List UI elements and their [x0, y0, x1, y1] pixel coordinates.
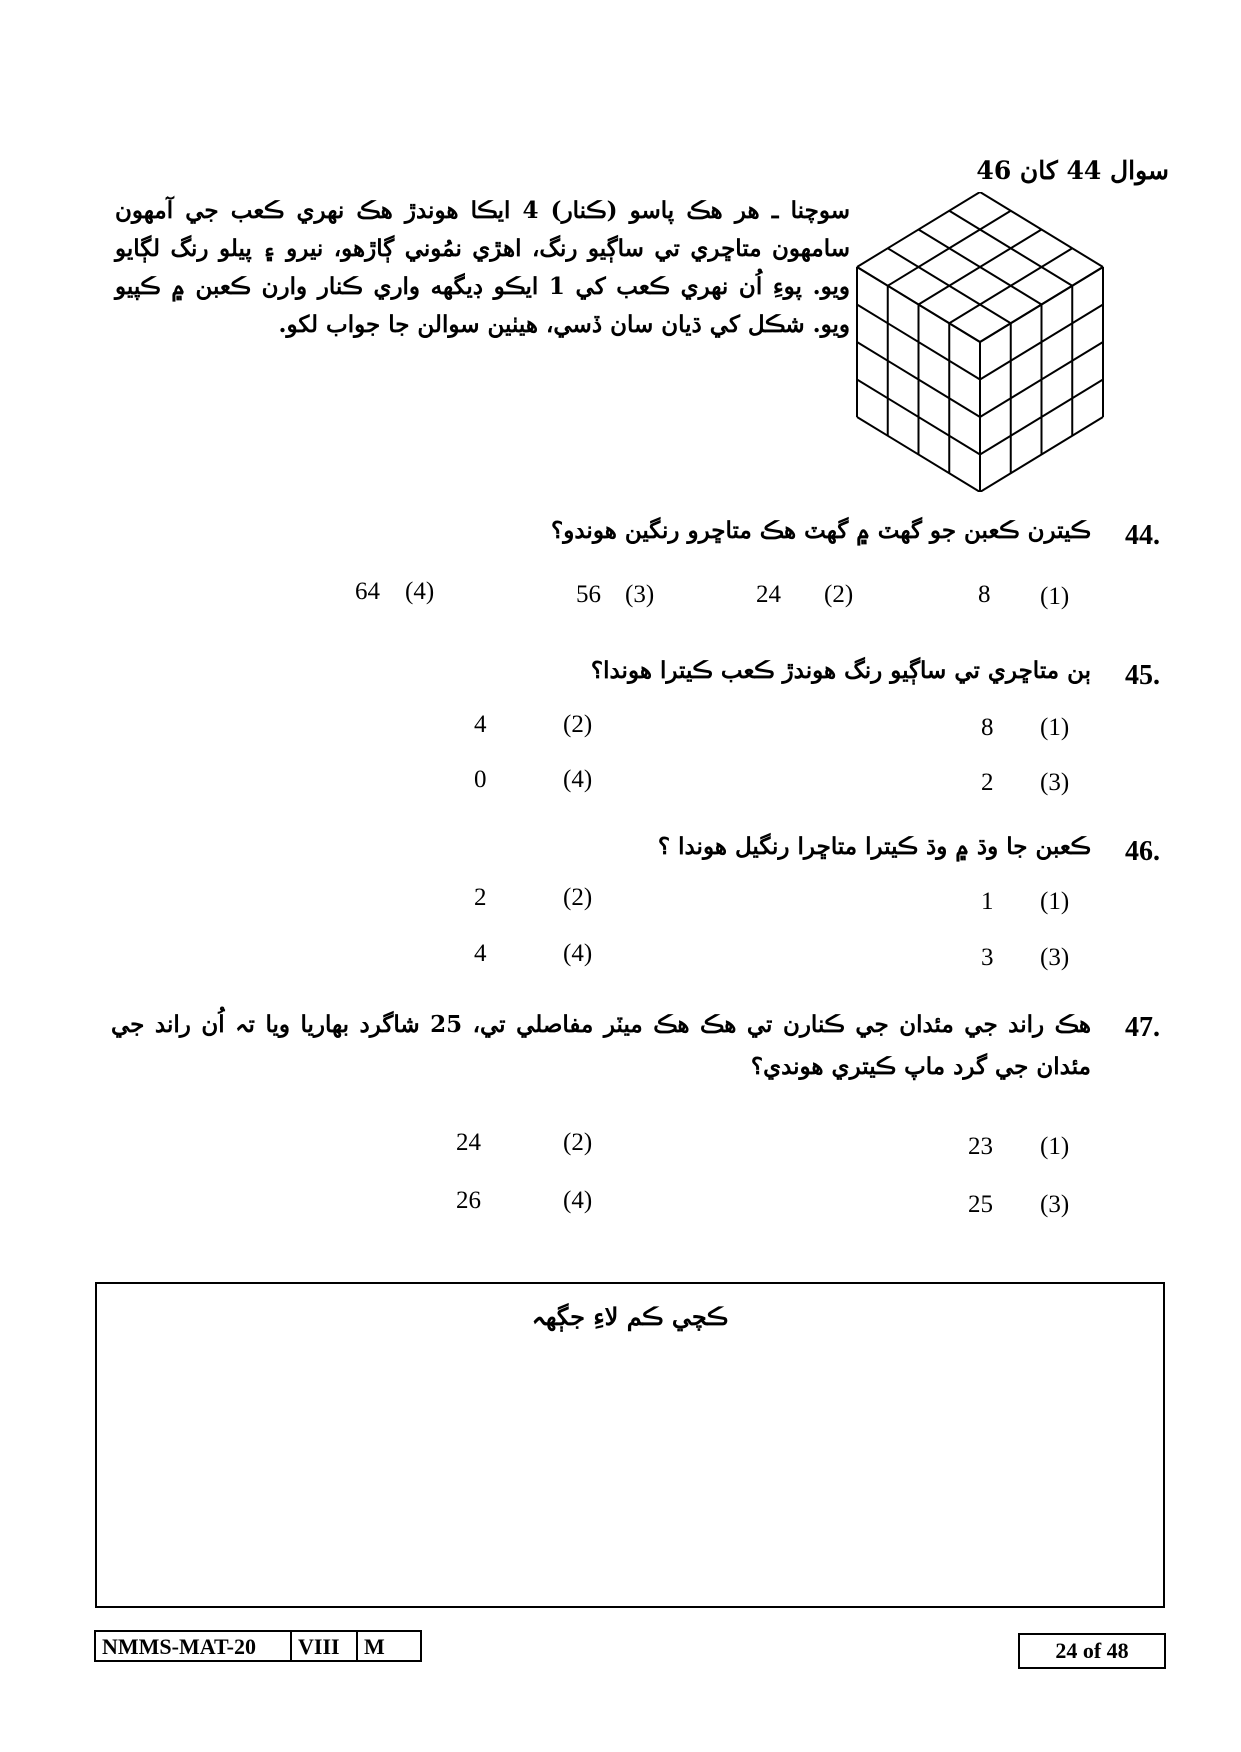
question-45-number: 45.	[1125, 660, 1160, 691]
question-46-text: ڪعبن جا وڌ ۾ وڌ ڪيترا متاڇرا رنگيل هوندا ؟	[657, 833, 1091, 860]
q46-option-2-number: (2)	[563, 884, 593, 911]
question-45-text: ٻن متاڇري تي ساڳيو رنگ هوندڙ ڪعب ڪيترا هوندا؟	[590, 657, 1091, 684]
q47-option-2-value: 24	[456, 1129, 481, 1156]
instruction-paragraph	[115, 192, 850, 344]
question-47-text: هڪ راند جي مئدان جي ڪنارن تي هڪ هڪ ميٽر مفاصلي تي، 25 شاگرد بهاريا ويا تہ اُن راند جي مئدان جي گرد ماپ ڪيتري هوندي؟	[111, 1011, 1091, 1080]
question-44-text: ڪيترن ڪعبن جو گهٽ ۾ گهٽ هڪ متاڇرو رنگين هوندو؟	[551, 517, 1091, 544]
q44-option-1-number: (1)	[1040, 583, 1070, 610]
q44-option-2-number: (2)	[824, 581, 854, 608]
instruction-text: هر هڪ پاسو (ڪنار) 4 ايڪا هوندڙ هڪ نهري ڪعب جي آمهون سامهون متاڇري تي ساڳيو رنگ، اهڙي نمُوني ڳاڙهو، نيرو ۽ پيلو رنگ لڳايو ويو. پوءِ اُن نهري ڪعب کي 1 ايڪو ڊيگهه واري ڪنار وارن ڪعبن ۾ ڪپيو ويو. شڪل کي ڌيان سان ڏسي، هيٺين سوالن جا جواب لکو.	[115, 197, 850, 338]
cube-grid-4x4x4-icon	[855, 192, 1105, 492]
medium-code: M	[356, 1632, 420, 1660]
q45-option-4-value: 0	[474, 766, 487, 793]
q45-option-3-value: 2	[981, 769, 994, 796]
page-number: 24 of 48	[1018, 1633, 1166, 1669]
q45-option-4-number: (4)	[563, 766, 593, 793]
q46-option-1-value: 1	[981, 888, 994, 915]
paper-code-box	[94, 1630, 422, 1662]
q46-option-3-number: (3)	[1040, 944, 1070, 971]
q47-option-2-number: (2)	[563, 1129, 593, 1156]
q45-option-1-value: 8	[981, 714, 994, 741]
question-44-number: 44.	[1125, 520, 1160, 551]
q44-option-4-value: 64	[355, 578, 380, 605]
q44-option-2-value: 24	[756, 581, 781, 608]
q45-option-2-value: 4	[474, 711, 487, 738]
q45-option-2-number: (2)	[563, 711, 593, 738]
rough-work-title: ڪچي ڪم لاءِ جڳهہ	[531, 1302, 729, 1331]
q45-option-1-number: (1)	[1040, 714, 1070, 741]
q45-option-3-number: (3)	[1040, 769, 1070, 796]
q46-option-4-number: (4)	[563, 940, 593, 967]
question-47-number: 47.	[1125, 1012, 1160, 1043]
question-46-number: 46.	[1125, 836, 1160, 867]
q47-option-1-number: (1)	[1040, 1133, 1070, 1160]
q46-option-4-value: 4	[474, 940, 487, 967]
paper-code: NMMS-MAT-20	[102, 1634, 256, 1659]
q44-option-4-number: (4)	[405, 578, 435, 605]
section-heading: سوال 44 کان 46	[976, 156, 1169, 185]
q46-option-3-value: 3	[981, 944, 994, 971]
rough-work-box	[95, 1282, 1165, 1608]
instruction-lead: سوچنا ـ	[771, 197, 850, 224]
q46-option-2-value: 2	[474, 884, 487, 911]
class-code: VIII	[290, 1632, 356, 1660]
q44-option-3-number: (3)	[625, 581, 655, 608]
q44-option-1-value: 8	[978, 581, 991, 608]
q44-option-3-value: 56	[576, 581, 601, 608]
q47-option-1-value: 23	[968, 1133, 993, 1160]
q47-option-4-number: (4)	[563, 1187, 593, 1214]
q47-option-3-value: 25	[968, 1191, 993, 1218]
q47-option-4-value: 26	[456, 1187, 481, 1214]
q47-option-3-number: (3)	[1040, 1191, 1070, 1218]
cube-grid-figure	[855, 192, 1105, 496]
q46-option-1-number: (1)	[1040, 888, 1070, 915]
